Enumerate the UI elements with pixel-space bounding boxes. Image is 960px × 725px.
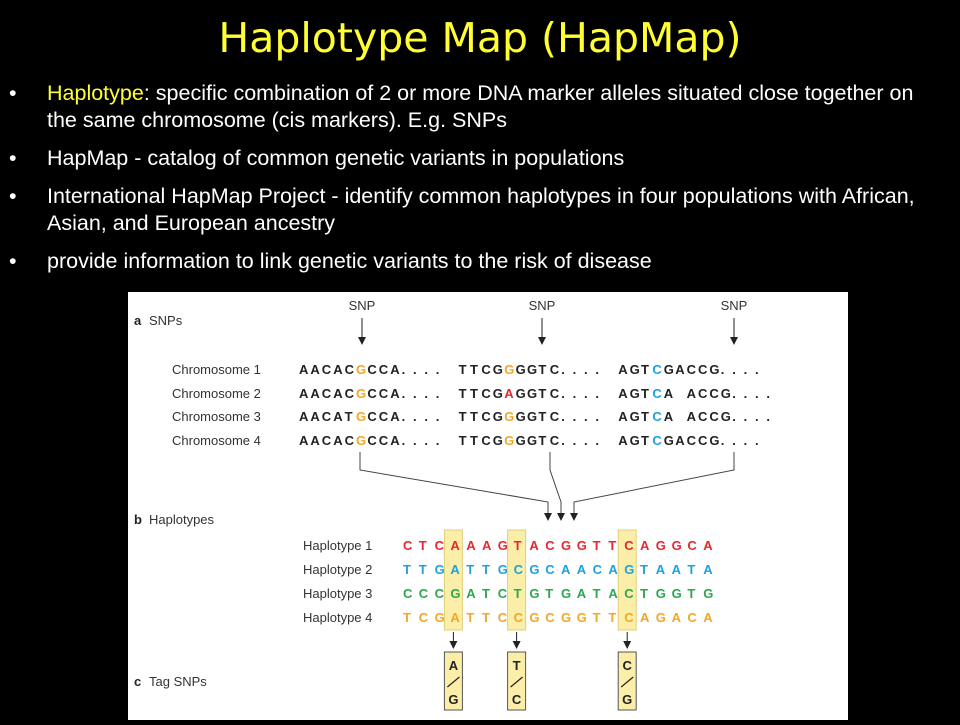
chromosome-seq-2: A A C A C GC C A . . . . T T C GA GGT C . . . . A GT C A A C C G. . . .: [299, 386, 771, 401]
section-a-label: SNPs: [149, 313, 183, 328]
tag-snp-top-3: C: [622, 658, 632, 673]
haplotype-label-1: Haplotype 1: [303, 538, 373, 553]
haplotype-label-4: Haplotype 4: [303, 610, 373, 625]
haplotype-seq-1: C T C A A A G T A C G G T T C A G G C A: [403, 538, 713, 553]
section-b-label: Haplotypes: [149, 512, 215, 527]
haplotype-seq-2: T T G A T T G C G C A A C A G T A A T A: [403, 562, 713, 577]
haplotype-seq-3: C C C G A T C T G T G A T A C T G G T G: [403, 586, 714, 601]
hapmap-figure: [128, 292, 848, 720]
tag-snp-top-1: A: [448, 658, 459, 673]
chromosome-label-3: Chromosome 3: [172, 409, 261, 424]
chromosome-seq-1: A A C A C GC C A . . . . T T C GGGGT C . . . . A GT C GA C C G. . . .: [299, 362, 759, 377]
chromosome-label-1: Chromosome 1: [172, 362, 261, 377]
section-a-letter: a: [134, 313, 142, 328]
snp-marker-1: SNP: [348, 298, 376, 313]
bullet-project: • International HapMap Project - identify common haplotypes in four populations with African, Asian, and European ancestry: [0, 183, 960, 237]
tag-snp-bottom-2: C: [511, 692, 522, 707]
tag-snp-top-2: T: [512, 658, 521, 673]
section-c-label: Tag SNPs: [149, 674, 207, 689]
hapmap-diagram: [128, 292, 848, 720]
converge-arrow-2: [550, 452, 561, 520]
slide-title: Haplotype Map (HapMap): [218, 14, 742, 62]
term-haplotype: Haplotype: [47, 81, 144, 105]
chromosome-label-4: Chromosome 4: [172, 433, 261, 448]
section-c-letter: c: [134, 674, 142, 689]
tag-snp-bottom-1: G: [448, 692, 459, 707]
chromosome-label-2: Chromosome 2: [172, 386, 261, 401]
chromosome-seq-4: A A C A C GC C A . . . . T T C GGGGT C . . . . A GT C GA C C G. . . .: [299, 433, 759, 448]
bullet-disease: • provide information to link genetic variants to the risk of disease: [0, 248, 960, 275]
snp-marker-2: SNP: [528, 298, 556, 313]
section-b-letter: b: [134, 512, 142, 527]
bullet-list: [0, 80, 960, 286]
tag-snp-bottom-3: G: [622, 692, 633, 707]
bullet-haplotype-text: : specific combination of 2 or more DNA marker alleles situated close together on the same chromosome (cis markers). E.g. SNPs: [47, 81, 914, 132]
chromosome-seq-3: A A C A T GC C A . . . . T T C GGGGT C . . . . A GT C A A C C G. . . .: [299, 409, 771, 424]
converge-arrow-3: [574, 452, 734, 520]
snp-marker-3: SNP: [720, 298, 748, 313]
converge-arrow-1: [360, 452, 548, 520]
bullet-haplotype: [0, 80, 960, 134]
bullet-hapmap: • HapMap - catalog of common genetic variants in populations: [0, 145, 960, 172]
haplotype-seq-4: T C G A T T C C G C G G T T C A G A C A: [403, 610, 713, 625]
haplotype-label-2: Haplotype 2: [303, 562, 373, 577]
haplotype-label-3: Haplotype 3: [303, 586, 373, 601]
